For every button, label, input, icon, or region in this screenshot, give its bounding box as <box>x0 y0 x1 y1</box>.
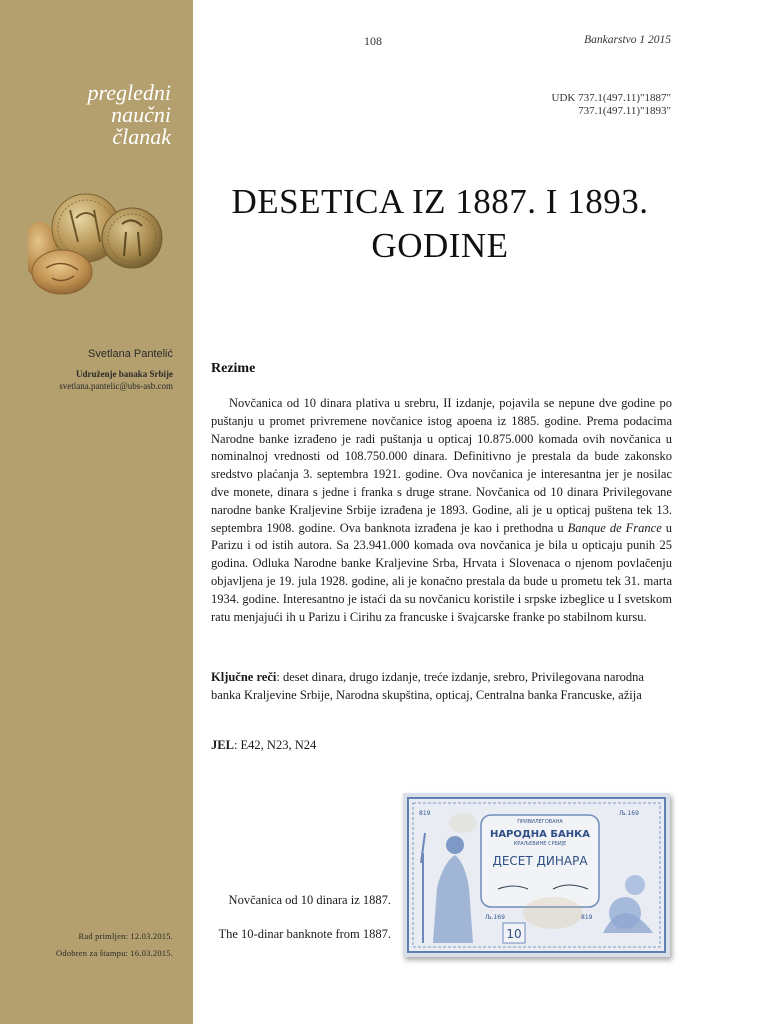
jel-code-list: : E42, N23, N24 <box>233 738 317 752</box>
accepted-date: Odobren za štampu: 16.03.2015. <box>56 948 173 958</box>
author-email[interactable]: svetlana.pantelic@ubs-asb.com <box>59 381 173 391</box>
note-kingdom-text: КРАЉЕВИНЕ СРБИЈЕ <box>513 841 567 847</box>
figure-caption-english: The 10-dinar banknote from 1887. <box>218 927 391 941</box>
author-affiliation <box>3 368 173 392</box>
article-type-label <box>21 82 171 148</box>
abstract-lead: Novčanica od 10 dinara plativa u srebru, II izdanje, pojavila se nepune dve godine po puštanju u promet privremene novčanice istog apoena iz 1885. godine. Prema podacima Narodne banke izrađeno je radi puštanja u opticaj 10.875.000 komada ovih novčanica u nominalnoj vrednosti od 108.750.000 dinara. Definitivno je prestala da bude zakonsko sredstvo plaćanja 3. septembra 1921. godine. Ova novčanica je interesantna jer je nosilac dve monete, dinara s jedne i franka s druge strane. Novčanica od 10 dinara Privilegovane narodne banke Kraljevine Srbije izrađena je 1893. Godine, ali je u opticaj puštena tek 13. septembra 1908. godine. Ova banknota izrađena je kao i prethodna u <box>211 396 672 535</box>
author-name: Svetlana Pantelić <box>88 348 173 360</box>
coins-illustration <box>28 180 168 305</box>
note-value-numeral: 10 <box>506 927 522 941</box>
submission-dates <box>56 928 173 962</box>
udk-line-2: 737.1(497.11)"1893" <box>578 105 671 117</box>
abstract-text <box>211 395 672 626</box>
note-header-text: ПРИВИЛЕГОВАНА <box>517 819 563 825</box>
article-title: DESETICA IZ 1887. I 1893. GODINE <box>231 182 649 265</box>
note-bank-text: НАРОДНА БАНКА <box>489 829 591 840</box>
banknote-image <box>403 793 670 957</box>
keywords-label: Ključne reči <box>211 670 277 684</box>
abstract-heading: Rezime <box>211 361 256 376</box>
note-serial-top: 819 <box>419 810 431 817</box>
udk-classification <box>552 92 671 118</box>
abstract-tail: u Parizu i od istih autora. Sa 23.941.000 komada ova novčanica je bila u opticaju punih 25 godina. Odluka Narodne banke Kraljevine Srba, Hrvata i Slovenaca o njenom povlačenju objavljena je 19. jula 1928. godine, ali je konačno prestala da bude u prometu tek 31. marta 1934. godine. Interesantno je istaći da su novčanicu koristile i srpske izbeglice u I svetskom ratu menjajući ih u Parizu i Cirihu za francuske i švajcarske franke po stabilnom kursu. <box>211 520 673 624</box>
keywords-list: : deset dinara, drugo izdanje, treće izdanje, srebro, Privilegovana narodna banka Kraljevine Srbije, Narodna skupština, opticaj, Centralna banka Francuske, ažija <box>211 670 644 702</box>
sidebar <box>0 0 193 1024</box>
figure-caption-serbian: Novčanica od 10 dinara iz 1887. <box>228 893 391 907</box>
page-number: 108 <box>364 34 382 48</box>
article-type-line-3: članak <box>112 124 171 149</box>
udk-line-1: UDK 737.1(497.11)"1887" <box>551 92 671 104</box>
keywords <box>211 669 672 705</box>
note-series-top: Љ.169 <box>619 810 639 817</box>
abstract-italic-term: Banque de France <box>567 520 662 535</box>
affiliation-name: Udruženje banaka Srbije <box>75 369 173 379</box>
note-denomination-text: ДЕСЕТ ДИНАРА <box>492 854 588 868</box>
article-type-line-2: naučni <box>111 102 171 127</box>
received-date: Rad primljen: 12.03.2015. <box>78 931 173 941</box>
jel-label: JEL <box>211 738 234 752</box>
article-type-line-1: pregledni <box>87 80 171 105</box>
journal-reference: Bankarstvo 1 2015 <box>584 34 671 46</box>
note-series-bottom: Љ.169 <box>485 914 505 921</box>
note-serial-bottom: 819 <box>581 914 593 921</box>
jel-codes <box>211 738 316 753</box>
